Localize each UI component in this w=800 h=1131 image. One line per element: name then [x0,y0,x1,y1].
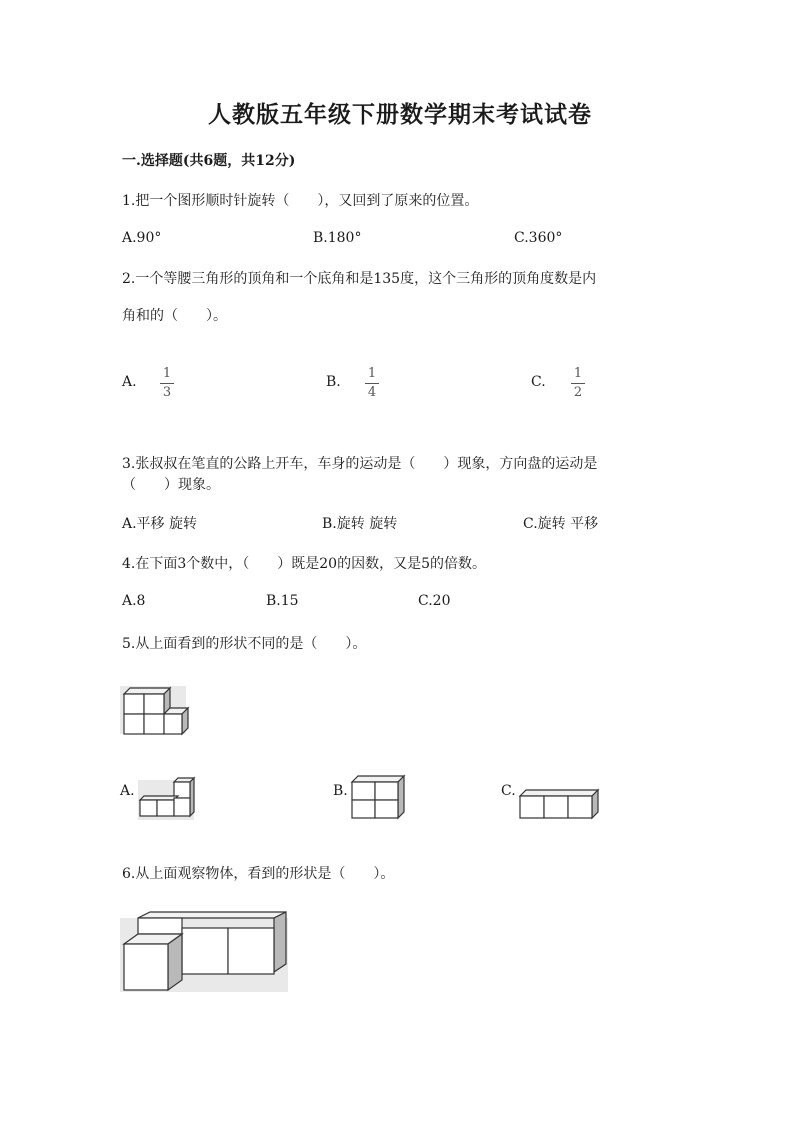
question-4-option-a[interactable]: A.8 [122,593,146,609]
question-2-option-c[interactable]: C. [531,374,546,390]
question-1-stem: 1.把一个图形顺时针旋转（ ），又回到了原来的位置。 [122,193,479,209]
question-1-option-b[interactable]: B.180° [313,230,362,246]
question-3-option-b[interactable]: B.旋转 旋转 [322,516,398,532]
fraction-numerator: 1 [573,366,583,381]
question-4-stem: 4.在下面3个数中，（ ）既是20的因数，又是5的倍数。 [122,556,486,572]
question-5-reference-solid [120,686,190,736]
question-5-option-b-solid [350,774,406,820]
question-3-stem-line-2: （ ）现象。 [122,477,220,493]
question-1-option-a[interactable]: A.90° [122,230,162,246]
question-5-option-c[interactable]: C. [501,783,516,799]
question-5-option-c-solid [518,788,602,820]
question-2-fraction-b [365,366,379,401]
section-title: 一.选择题(共6题，共12分) [122,153,296,169]
fraction-numerator: 1 [367,366,377,381]
question-3-stem-line-1: 3.张叔叔在笔直的公路上开车，车身的运动是（ ）现象，方向盘的运动是 [122,456,598,472]
question-3-option-a[interactable]: A.平移 旋转 [122,516,198,532]
question-6-solid [120,914,290,994]
question-1-option-c[interactable]: C.360° [514,230,563,246]
question-2-stem-line-1: 2.一个等腰三角形的顶角和一个底角和是135度，这个三角形的顶角度数是内 [122,271,597,287]
question-2-fraction-a [160,366,174,401]
question-5-option-a[interactable]: A. [120,783,135,799]
question-4-option-b[interactable]: B.15 [266,593,299,609]
question-2-fraction-c [571,366,585,401]
fraction-denominator: 3 [162,385,172,400]
question-2-stem-line-2: 角和的（ ）。 [122,308,227,324]
question-5-option-a-solid [138,776,198,820]
question-3-option-c[interactable]: C.旋转 平移 [523,516,599,532]
fraction-bar [160,383,174,384]
question-5-stem: 5.从上面看到的形状不同的是（ ）。 [122,636,367,652]
question-2-option-a[interactable]: A. [122,374,137,390]
fraction-denominator: 2 [573,385,583,400]
fraction-bar [365,383,379,384]
question-2-option-b[interactable]: B. [326,374,341,390]
question-6-stem: 6.从上面观察物体，看到的形状是（ ）。 [122,866,395,882]
fraction-numerator: 1 [162,366,172,381]
page-title: 人教版五年级下册数学期末考试试卷 [208,101,592,128]
question-4-option-c[interactable]: C.20 [418,593,451,609]
question-5-option-b[interactable]: B. [333,783,348,799]
fraction-bar [571,383,585,384]
fraction-denominator: 4 [367,385,377,400]
